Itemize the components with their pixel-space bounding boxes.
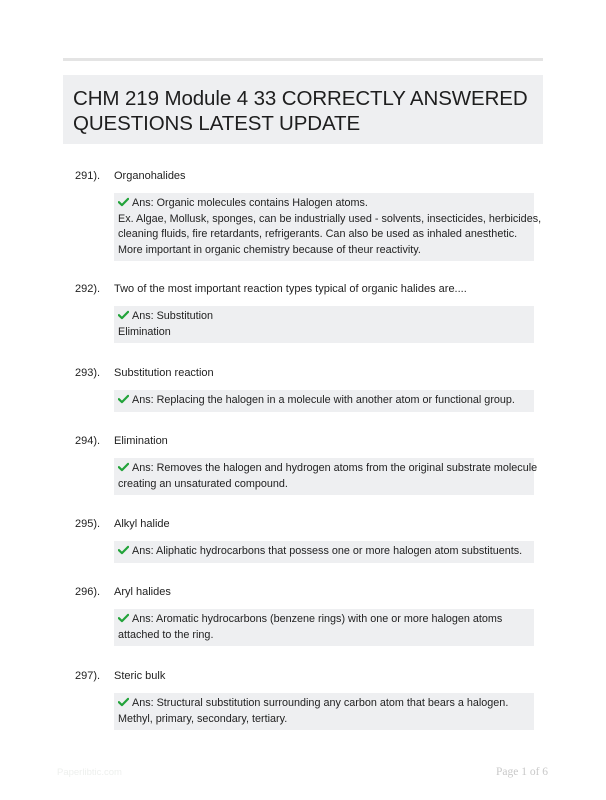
answer-box: [114, 609, 534, 646]
question-text: Aryl halides: [114, 586, 171, 598]
question-number: 292).: [75, 283, 101, 295]
check-icon: [118, 697, 129, 707]
check-icon: [118, 310, 129, 320]
answer-line: Ans: Aromatic hydrocarbons (benzene rings) with one or more halogen atoms: [132, 613, 503, 625]
question-number: 293).: [75, 367, 101, 379]
answer-line: creating an unsaturated compound.: [118, 477, 288, 490]
answer-box: [114, 693, 534, 730]
answer-line: cleaning fluids, fire retardants, refrigerants. Can also be used as inhaled anesthetic.: [118, 228, 518, 240]
answer-line: Elimination: [118, 325, 171, 338]
answer-line: Ex. Algae, Mollusk, sponges, can be industrially used - solvents, insecticides, herbicides,: [118, 212, 542, 225]
title-line-2: QUESTIONS LATEST UPDATE: [73, 112, 361, 135]
answer-line: Ans: Organic molecules contains Halogen atoms.: [132, 197, 368, 209]
check-icon: [118, 545, 129, 555]
question-text: Steric bulk: [114, 670, 166, 682]
answer-line: Ans: Removes the halogen and hydrogen atoms from the original substrate molecule: [132, 462, 538, 474]
question-text: Organohalides: [114, 170, 186, 182]
question-text: Substitution reaction: [114, 367, 214, 379]
document-title: [73, 86, 533, 136]
answer-box: [114, 193, 542, 261]
check-icon: [118, 462, 129, 472]
answer-line: attached to the ring.: [118, 628, 214, 641]
check-icon: [118, 197, 129, 207]
question-number: 294).: [75, 435, 101, 447]
title-line-1: CHM 219 Module 4 33 CORRECTLY ANSWERED: [73, 87, 528, 110]
answer-line: More important in organic chemistry because of theur reactivity.: [118, 243, 421, 256]
answer-box: [114, 390, 534, 412]
question-text: Elimination: [114, 435, 168, 447]
question-number: 291).: [75, 170, 101, 182]
check-icon: [118, 394, 129, 404]
answer-line: Ans: Structural substitution surrounding any carbon atom that bears a halogen.: [132, 697, 509, 709]
question-number: 296).: [75, 586, 101, 598]
question-number: 295).: [75, 518, 101, 530]
answer-line: Methyl, primary, secondary, tertiary.: [118, 712, 288, 725]
answer-line: Ans: Substitution: [132, 310, 214, 322]
page-number: Page 1 of 6: [496, 766, 549, 778]
answer-line: Ans: Replacing the halogen in a molecule with another atom or functional group.: [132, 394, 515, 406]
question-text: Alkyl halide: [114, 518, 170, 530]
question-text: Two of the most important reaction types typical of organic halides are....: [114, 283, 467, 295]
title-box: [63, 75, 543, 144]
answer-box: [114, 458, 538, 495]
footer-watermark: Paperlibtic.com: [57, 767, 122, 778]
check-icon: [118, 613, 129, 623]
answer-line: Ans: Aliphatic hydrocarbons that possess one or more halogen atom substituents.: [132, 545, 523, 557]
top-rule: [63, 58, 543, 61]
answer-box: [114, 541, 534, 563]
answer-box: [114, 306, 534, 343]
question-number: 297).: [75, 670, 101, 682]
